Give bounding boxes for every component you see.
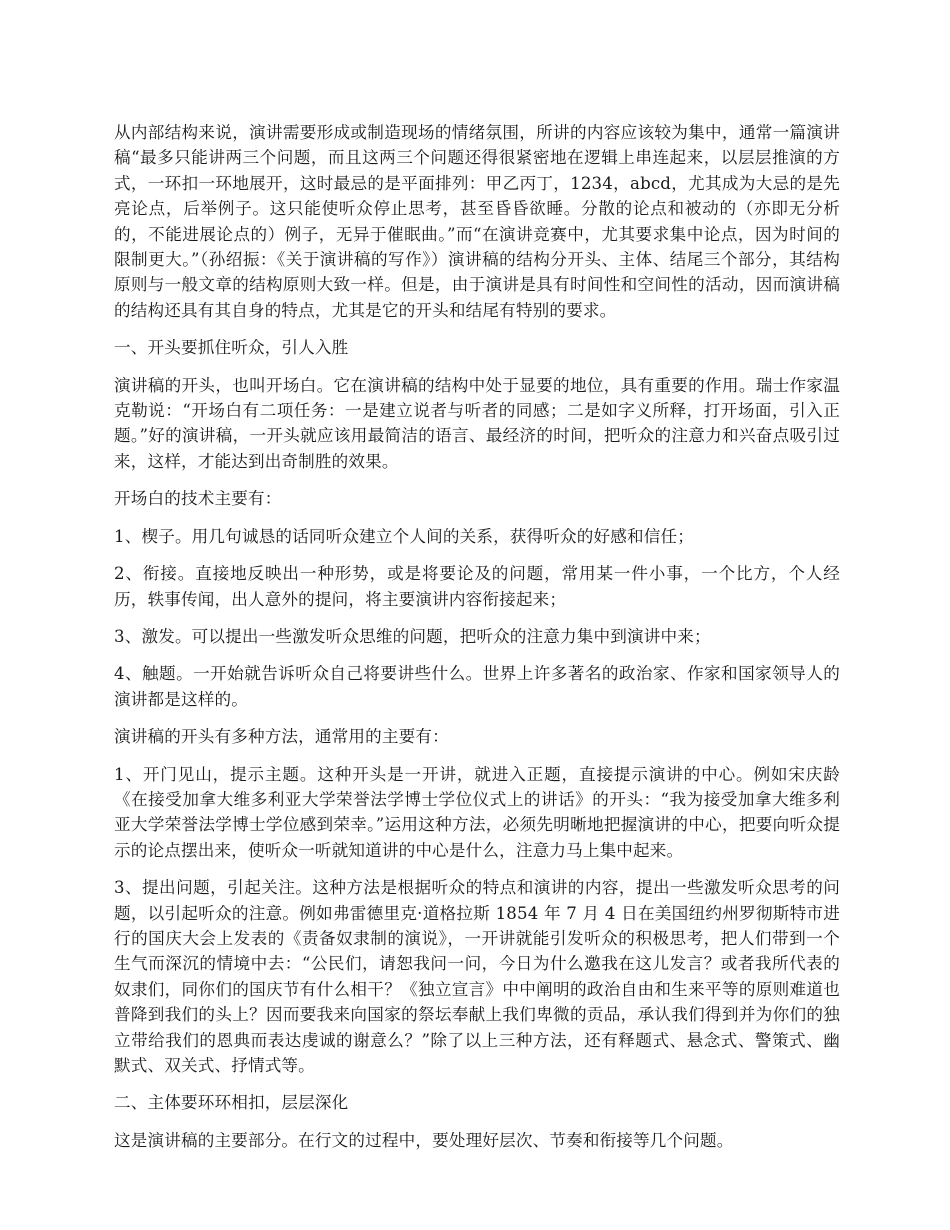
paragraph-opening-techniques-intro: 开场白的技术主要有：	[114, 489, 282, 509]
section-heading-opening: 一、开头要抓住听众，引人入胜	[114, 338, 349, 358]
section-heading-body: 二、主体要环环相扣，层层深化	[114, 1093, 349, 1113]
paragraph-opening-methods-intro: 演讲稿的开头有多种方法，通常用的主要有：	[114, 727, 449, 747]
list-item-technique-3: 3、激发。可以提出一些激发听众思维的问题，把听众的注意力集中到演讲中来；	[114, 626, 711, 646]
paragraph-body-description: 这是演讲稿的主要部分。在行文的过程中，要处理好层次、节奏和衔接等几个问题。	[114, 1130, 734, 1150]
paragraph-structure-intro: 从内部结构来说，演讲需要形成或制造现场的情绪氛围，所讲的内容应该较为集中，通常一篇演讲稿“最多只能讲两三个问题，而且这两三个问题还得很紧密地在逻辑上串连起来，以层层推演的方式，一环扣一环地展开，这时最忌的是平面排列：甲乙丙丁，1234，abcd，尤其成为大忌的是先亮论点，后举例子。这只能使听众停止思考，甚至昏昏欲睡。分散的论点和被动的（亦即无分析的，不能进展论点的）例子，无异于催眠曲。”而“在演讲竞赛中，尤其要求集中论点，因为时间的限制更大。”（孙绍振：《关于演讲稿的写作》）演讲稿的结构分开头、主体、结尾三个部分，其结构原则与一般文章的结构原则大致一样。但是，由于演讲是具有时间性和空间性的活动，因而演讲稿的结构还具有其自身的特点，尤其是它的开头和结尾有特别的要求。	[114, 123, 840, 320]
paragraph-opening-description: 演讲稿的开头，也叫开场白。它在演讲稿的结构中处于显要的地位，具有重要的作用。瑞士作家温克勒说：“开场白有二项任务：一是建立说者与听者的同感；二是如字义所释，打开场面，引入正题。”好的演讲稿，一开头就应该用最简洁的语言、最经济的时间，把听众的注意力和兴奋点吸引过来，这样，才能达到出奇制胜的效果。	[114, 375, 840, 471]
list-item-method-1: 1、开门见山，提示主题。这种开头是一开讲，就进入正题，直接提示演讲的中心。例如宋庆龄《在接受加拿大维多利亚大学荣誉法学博士学位仪式上的讲话》的开头：“我为接受加拿大维多利亚大学荣誉法学博士学位感到荣幸。”运用这种方法，必须先明晰地把握演讲的中心，把要向听众提示的论点摆出来，使听众一听就知道讲的中心是什么，注意力马上集中起来。	[114, 764, 840, 860]
list-item-technique-4: 4、触题。一开始就告诉听众自己将要讲些什么。世界上许多著名的政治家、作家和国家领导人的演讲都是这样的。	[114, 664, 840, 709]
list-item-technique-2: 2、衔接。直接地反映出一种形势，或是将要论及的问题，常用某一件小事，一个比方，个人经历，轶事传闻，出人意外的提问，将主要演讲内容衔接起来；	[114, 564, 840, 609]
document-body	[114, 120, 840, 1165]
list-item-technique-1: 1、楔子。用几句诚恳的话同听众建立个人间的关系，获得听众的好感和信任；	[114, 526, 694, 546]
list-item-method-3: 3、提出问题，引起关注。这种方法是根据听众的特点和演讲的内容，提出一些激发听众思考的问题，以引起听众的注意。例如弗雷德里克·道格拉斯 1854 年 7 月 4 日在美国纽约州罗彻斯特市进行的国庆大会上发表的《责备奴隶制的演说》，一开讲就能引发听众的积极思考，把人们带到一个生气而深沉的情境中去：“公民们，请恕我问一问，今日为什么邀我在这儿发言？或者我所代表的奴隶们，同你们的国庆节有什么相干？《独立宣言》中中阐明的政治自由和生来平等的原则难道也普降到我们的头上？因而要我来向国家的祭坛奉献上我们卑微的贡品，承认我们得到并为你们的独立带给我们的恩典而表达虔诚的谢意么？”除了以上三种方法，还有释题式、悬念式、警策式、幽默式、双关式、抒情式等。	[114, 878, 840, 1075]
